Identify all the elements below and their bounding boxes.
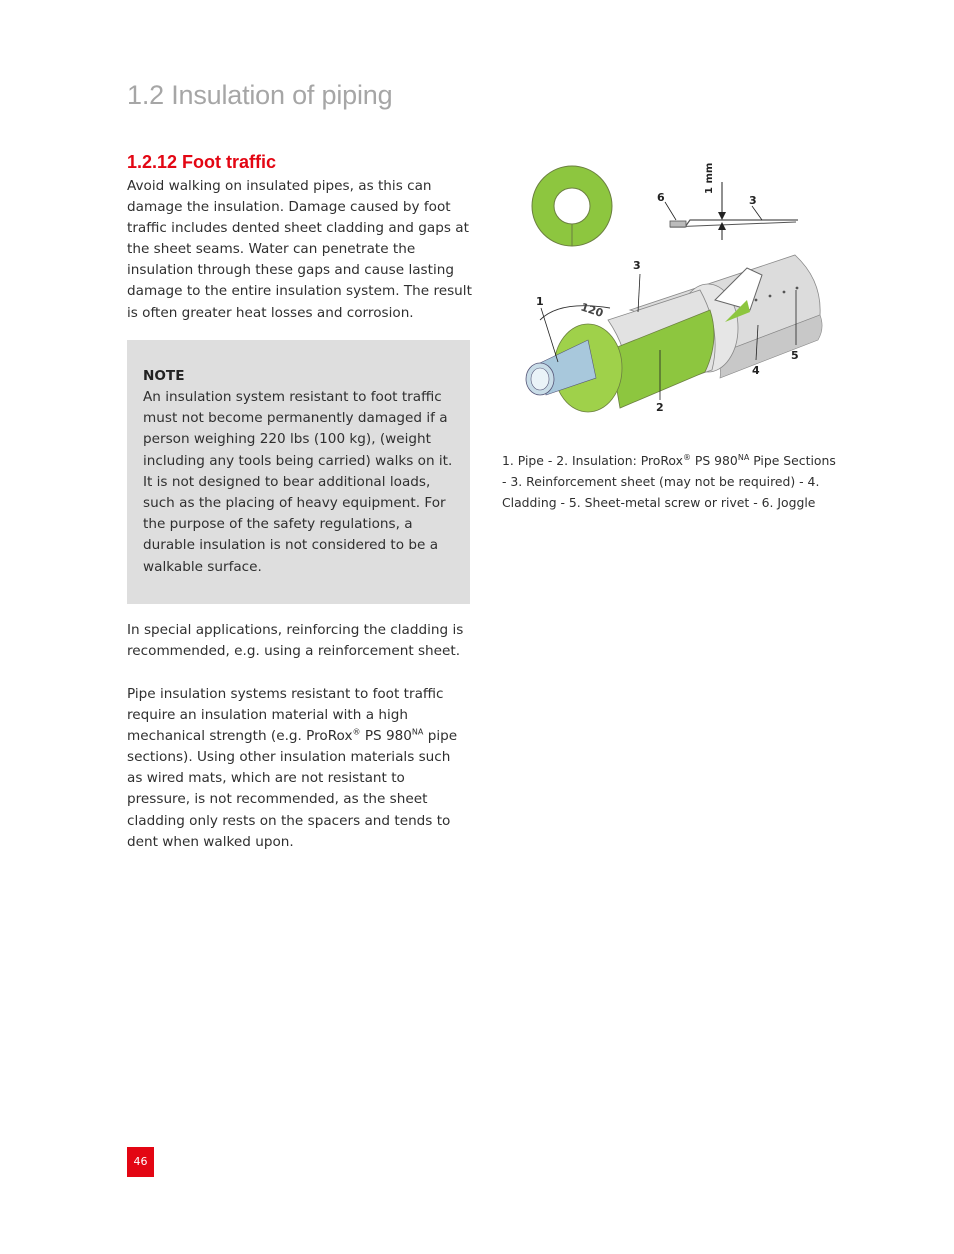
note-title: NOTE: [143, 368, 185, 384]
caption-product: PS 980: [690, 453, 738, 468]
caption-superscript: NA: [737, 452, 750, 462]
label-6: 6: [657, 191, 665, 204]
label-4: 4: [752, 364, 760, 377]
special-applications-paragraph: In special applications, reinforcing the cladding is recommended, e.g. using a reinforcement sheet.: [127, 622, 464, 660]
pipe-assembly: [526, 255, 822, 412]
product-superscript: NA: [411, 727, 424, 737]
note-text: An insulation system resistant to foot traffic must not become permanently damaged if a person weighing 220 lbs (100 kg), (weight including any tools being carried) walks on it. It is not designed to bear additional loads, such as the placing of heavy equipment. For the purpose of the safety regulations, a durable insulation is not considered to be a walkable surface.: [143, 389, 453, 575]
systems-text-2: pipe sections). Using other insulation materials such as wired mats, which are not resistant to pressure, is not recommended, as the sheet cladding only rests on the spacers and tends to dent when walked upon.: [127, 728, 458, 850]
label-3-detail: 3: [749, 194, 757, 207]
thickness-label: 1 mm: [704, 162, 715, 194]
caption-text-2: Pipe Sections - 3. Reinforcement sheet (may not be required) - 4. Cladding - 5. Sheet-metal screw or rivet - 6. Joggle: [502, 453, 836, 511]
caption-text-1: 1. Pipe - 2. Insulation: ProRox: [502, 453, 683, 468]
systems-text-1: Pipe insulation systems resistant to foot traffic require an insulation material with a high mechanical strength (e.g. ProRox: [127, 686, 444, 745]
label-5: 5: [791, 349, 799, 362]
page-number: 46: [127, 1147, 154, 1177]
note-box: [127, 340, 470, 604]
registered-mark: ®: [352, 727, 361, 737]
section-title: 1.2 Insulation of piping: [127, 80, 393, 110]
insulation-ring: [532, 166, 612, 246]
label-3: 3: [633, 259, 641, 272]
pipe-systems-paragraph: [127, 684, 462, 853]
angle-label: 120: [579, 300, 605, 320]
figure-caption: [502, 450, 842, 514]
label-1: 1: [536, 295, 544, 308]
caption-registered-mark: ®: [682, 452, 691, 462]
intro-paragraph: Avoid walking on insulated pipes, as this can damage the insulation. Damage caused by foot traffic includes dented sheet cladding and gaps at the sheet seams. Water can penetrate the insulation through these gaps and cause lasting damage to the entire insulation system. The result is often greater heat losses and corrosion.: [127, 178, 472, 321]
pipe-insulation-diagram: [500, 150, 840, 435]
label-2: 2: [656, 401, 664, 414]
joggle-detail: [665, 182, 798, 240]
systems-product: PS 980: [360, 728, 412, 745]
subsection-heading: 1.2.12 Foot traffic: [127, 152, 277, 172]
